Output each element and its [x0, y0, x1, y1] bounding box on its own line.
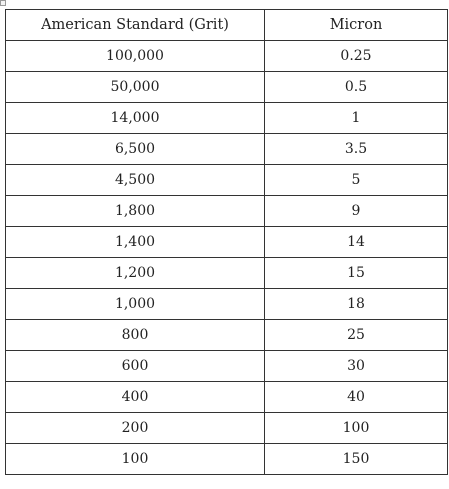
micron-cell: 40	[265, 382, 448, 413]
micron-cell: 3.5	[265, 134, 448, 165]
grit-cell: 400	[6, 382, 265, 413]
grit-cell: 100,000	[6, 41, 265, 72]
table-row	[6, 196, 448, 227]
table-row	[6, 382, 448, 413]
grit-cell: 600	[6, 351, 265, 382]
grit-cell: 4,500	[6, 165, 265, 196]
header-micron: Micron	[265, 10, 448, 41]
table-row	[6, 103, 448, 134]
table-row	[6, 227, 448, 258]
micron-cell: 14	[265, 227, 448, 258]
grit-cell: 1,800	[6, 196, 265, 227]
micron-cell: 15	[265, 258, 448, 289]
grit-cell: 200	[6, 413, 265, 444]
header-grit: American Standard (Grit)	[6, 10, 265, 41]
grit-cell: 800	[6, 320, 265, 351]
table-row	[6, 320, 448, 351]
table-header-row	[6, 10, 448, 41]
grit-cell: 50,000	[6, 72, 265, 103]
micron-cell: 150	[265, 444, 448, 475]
micron-cell: 0.25	[265, 41, 448, 72]
table-row	[6, 134, 448, 165]
grit-cell: 100	[6, 444, 265, 475]
grit-cell: 6,500	[6, 134, 265, 165]
micron-cell: 100	[265, 413, 448, 444]
micron-cell: 1	[265, 103, 448, 134]
micron-cell: 5	[265, 165, 448, 196]
micron-cell: 0.5	[265, 72, 448, 103]
micron-cell: 25	[265, 320, 448, 351]
micron-cell: 9	[265, 196, 448, 227]
grit-cell: 14,000	[6, 103, 265, 134]
micron-cell: 30	[265, 351, 448, 382]
table-row	[6, 41, 448, 72]
table-row	[6, 258, 448, 289]
grit-cell: 1,000	[6, 289, 265, 320]
micron-cell: 18	[265, 289, 448, 320]
table-row	[6, 351, 448, 382]
grit-micron-table	[5, 9, 448, 475]
grit-cell: 1,400	[6, 227, 265, 258]
grit-cell: 1,200	[6, 258, 265, 289]
table-row	[6, 289, 448, 320]
table-row	[6, 413, 448, 444]
table-row	[6, 165, 448, 196]
table-row	[6, 72, 448, 103]
table-row	[6, 444, 448, 475]
table-move-handle[interactable]	[0, 0, 6, 6]
